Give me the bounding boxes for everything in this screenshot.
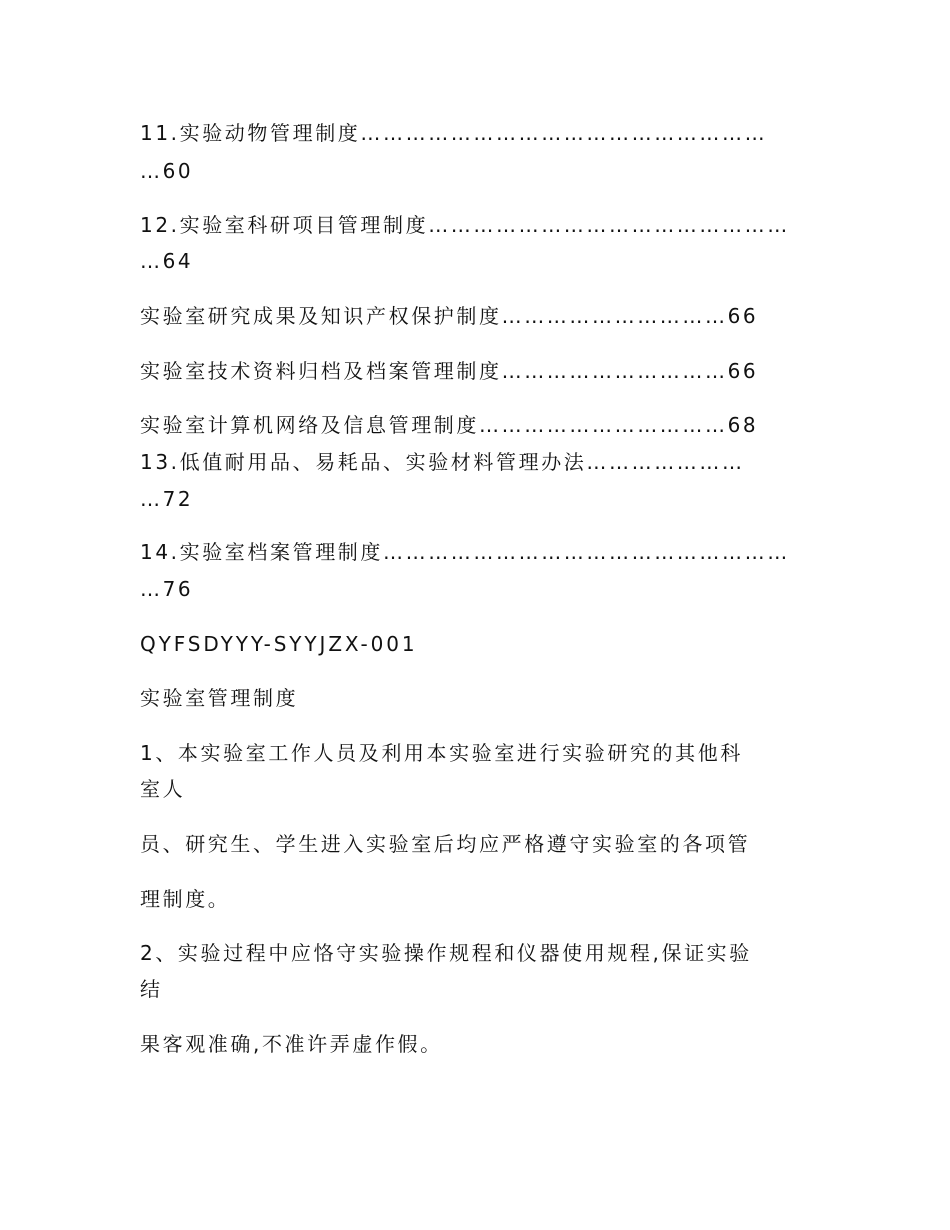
toc-entry-ip-protection: 实验室研究成果及知识产权保护制度…………………………66 bbox=[140, 304, 759, 328]
paragraph-line: 室人 bbox=[140, 777, 186, 801]
paragraph-line: 结 bbox=[140, 977, 163, 1001]
toc-entry-11: 11.实验动物管理制度……………………………………………… bbox=[140, 121, 768, 145]
toc-entry-14: 14.实验室档案管理制度……………………………………………… bbox=[140, 540, 790, 564]
toc-entry-11-page: …60 bbox=[140, 159, 194, 183]
paragraph-line: 1、本实验室工作人员及利用本实验室进行实验研究的其他科 bbox=[140, 741, 743, 765]
toc-entry-network-info: 实验室计算机网络及信息管理制度……………………………68 bbox=[140, 413, 759, 437]
section-title: 实验室管理制度 bbox=[140, 686, 299, 710]
toc-entry-13: 13.低值耐用品、易耗品、实验材料管理办法………………… bbox=[140, 450, 745, 474]
toc-entry-14-page: …76 bbox=[140, 577, 194, 601]
toc-entry-13-page: …72 bbox=[140, 487, 194, 511]
document-code: QYFSDYYY-SYYJZX-001 bbox=[140, 632, 418, 656]
toc-entry-12: 12.实验室科研项目管理制度………………………………………… bbox=[140, 213, 790, 237]
paragraph-line: 2、实验过程中应恪守实验操作规程和仪器使用规程,保证实验 bbox=[140, 941, 752, 965]
paragraph-line: 理制度。 bbox=[140, 887, 231, 911]
toc-entry-12-page: …64 bbox=[140, 249, 194, 273]
toc-entry-archive-docs: 实验室技术资料归档及档案管理制度…………………………66 bbox=[140, 359, 759, 383]
paragraph-line: 果客观准确,不准许弄虚作假。 bbox=[140, 1032, 443, 1056]
paragraph-line: 员、研究生、学生进入实验室后均应严格遵守实验室的各项管 bbox=[140, 832, 751, 856]
